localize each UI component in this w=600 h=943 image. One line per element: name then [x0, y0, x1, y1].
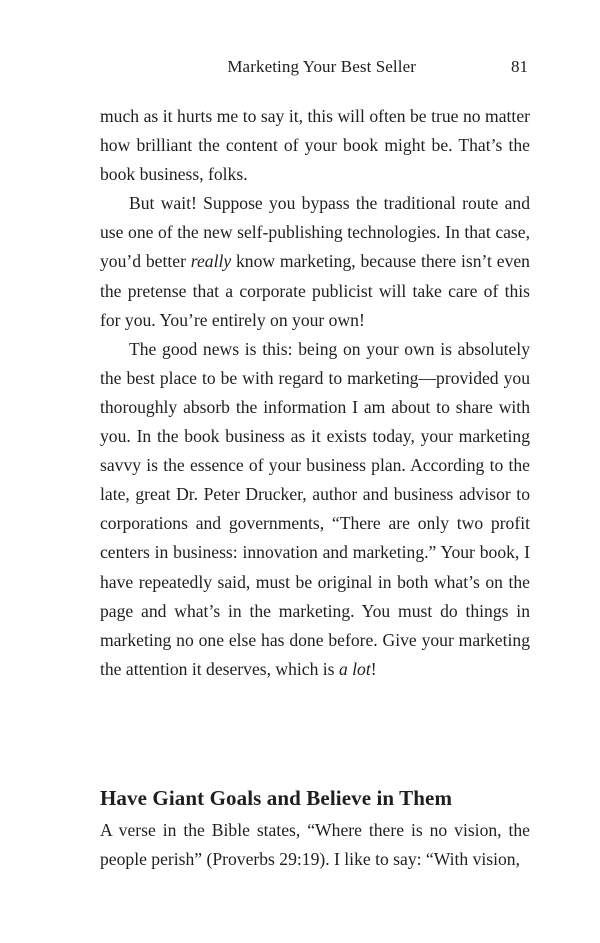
paragraph-vision [100, 816, 530, 874]
paragraph-good-news-text-after: ! [370, 658, 377, 679]
paragraph-vision-text: A verse in the Bible states, “Where there is no vision, the people perish” (Proverbs 29:19). I like to say: “With vision, [100, 820, 530, 870]
paragraph-continued [100, 102, 530, 189]
paragraph-good-news-text-before: The good news is this: being on your own is absolutely the best place to be with regard to marketing—provided you thoroughly absorb the information I am about to share with you. In the book business as it exists today, your marketing savvy is the essence of your business plan. According to the late, great Dr. Peter Drucker, author and business advisor to corporations and governments, “There are only two profit centers in business: innovation and marketing.” Your book, I have repeatedly said, must be original in both what’s on the page and what’s in the marketing. You must do things in marketing no one else has done before. Give your marketing the attention it deserves, which is [100, 338, 530, 679]
paragraph-self-publishing-text-before: But wait! Suppose you bypass the traditional route and use one of the new self-publishing technologies. In that case, you’d better [100, 193, 530, 272]
paragraph-continued-text: much as it hurts me to say it, this will often be true no matter how brilliant the content of your book might be. That’s the book business, folks. [100, 106, 530, 185]
paragraph-self-publishing [100, 189, 530, 334]
page-number: 81 [511, 57, 528, 76]
running-header [100, 57, 528, 81]
section-heading: Have Giant Goals and Believe in Them [100, 786, 453, 810]
body-text [100, 102, 530, 684]
paragraph-good-news [100, 335, 530, 684]
section-text [100, 816, 530, 874]
emphasis-really: really [190, 251, 232, 272]
emphasis-a-lot: a lot [338, 658, 371, 679]
paragraph-self-publishing-text-after: know marketing, because there isn’t even the pretense that a corporate publicist will take care of this for you. You’re entirely on your own! [100, 251, 530, 330]
running-title: Marketing Your Best Seller [227, 57, 416, 76]
